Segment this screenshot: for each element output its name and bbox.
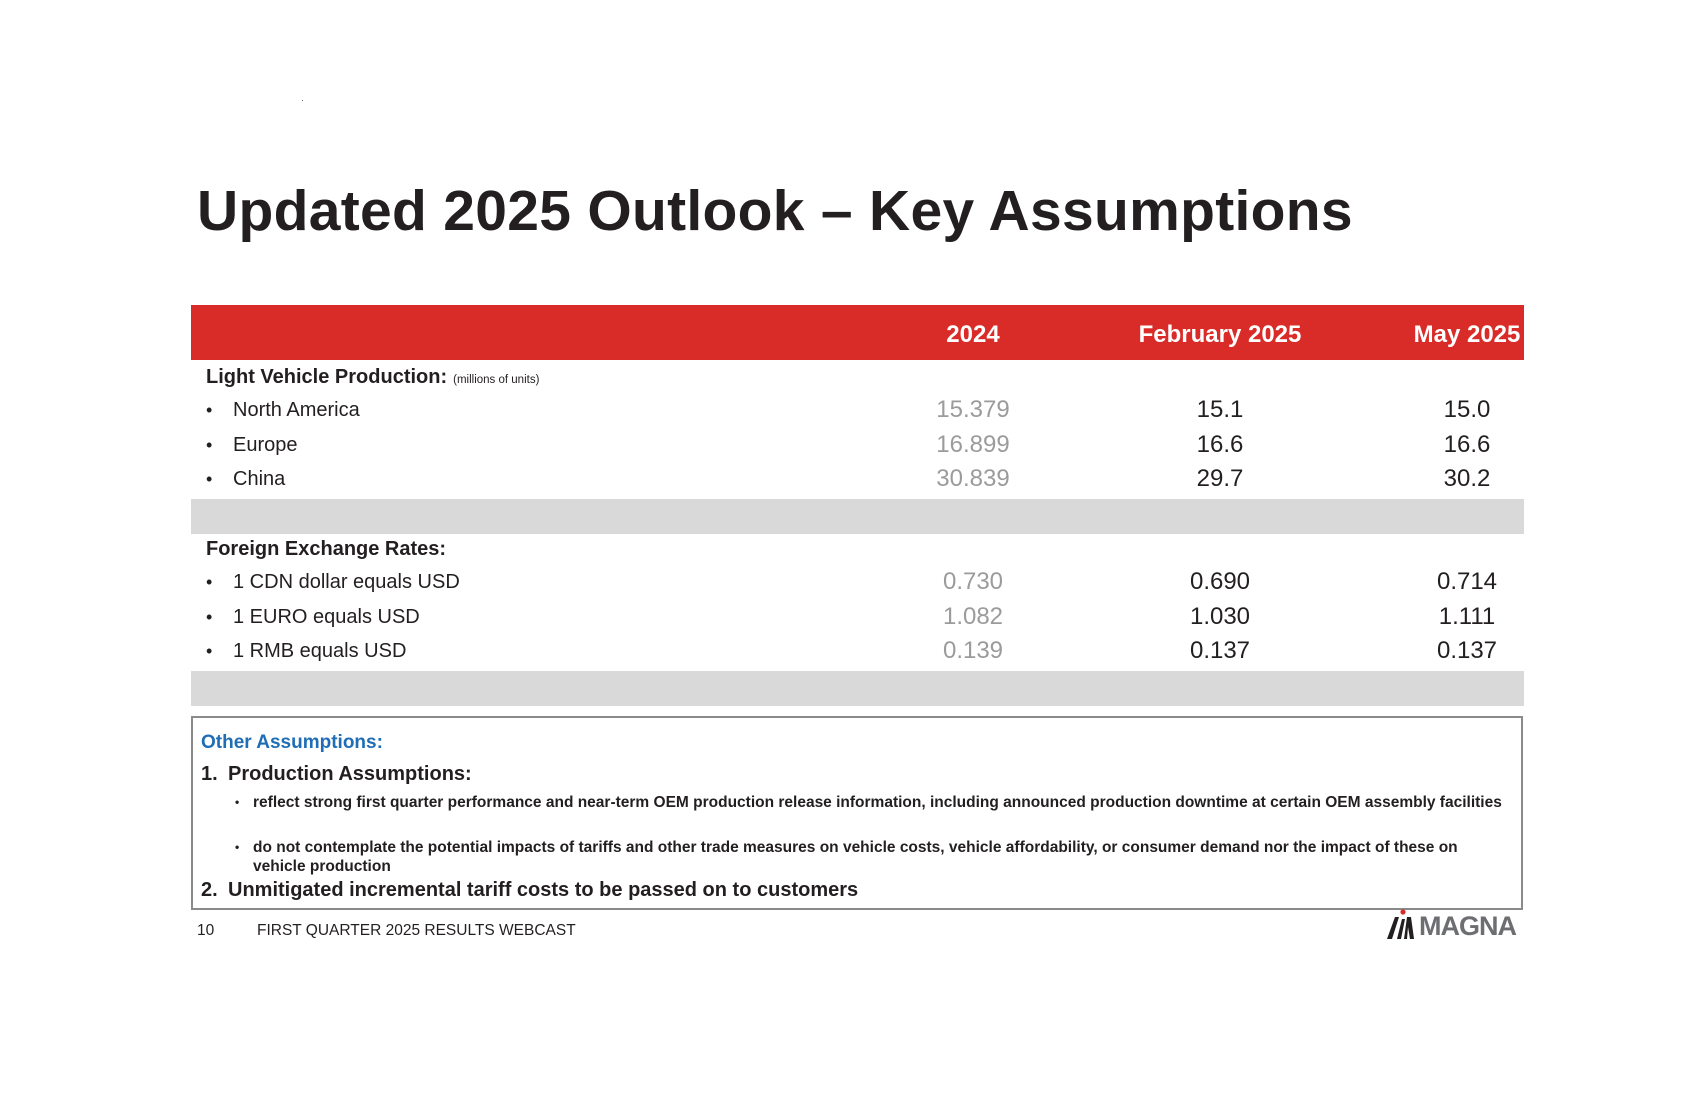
- bullet: •: [235, 795, 240, 809]
- other-assumptions-box: [191, 716, 1523, 910]
- units-note: (millions of units): [453, 374, 540, 386]
- value-feb-2025: 0.137: [1189, 637, 1251, 664]
- table-row: [191, 462, 1524, 496]
- item-number: 1.: [201, 763, 218, 785]
- row-label: 1 EURO equals USD: [233, 606, 420, 628]
- assumptions-table: [191, 305, 1524, 705]
- magna-logo: [1386, 909, 1516, 941]
- decorative-dot: [302, 100, 303, 101]
- page-number: 10: [197, 922, 215, 939]
- value-feb-2025: 16.6: [1196, 431, 1244, 458]
- row-label: Europe: [233, 434, 298, 456]
- table-header: [191, 305, 1524, 360]
- header-2024: 2024: [946, 321, 1000, 348]
- value-may-2025: 30.2: [1443, 465, 1491, 492]
- table-row: [191, 634, 1524, 668]
- assumption-item: [201, 763, 472, 786]
- value-may-2025: 0.137: [1436, 637, 1498, 664]
- value-may-2025: 16.6: [1443, 431, 1491, 458]
- value-may-2025: 0.714: [1436, 568, 1498, 595]
- value-may-2025: 1.111: [1438, 603, 1496, 630]
- bullet: •: [206, 469, 213, 489]
- assumption-sub-item: [235, 793, 1510, 812]
- section-foreign-exchange-rates: [206, 538, 446, 561]
- table-row: [191, 393, 1524, 427]
- value-feb-2025: 0.690: [1189, 568, 1251, 595]
- section-divider: [191, 499, 1524, 534]
- bullet: •: [206, 400, 213, 420]
- item-label: Production Assumptions:: [228, 763, 472, 785]
- row-label: 1 RMB equals USD: [233, 640, 407, 662]
- table-row: [191, 428, 1524, 462]
- bullet: •: [206, 572, 213, 592]
- bullet: •: [206, 607, 213, 627]
- bullet: •: [235, 840, 240, 854]
- sub-item-text: reflect strong first quarter performance and near-term OEM production release information, including announced production downtime at certain OEM assembly facilities: [253, 794, 1502, 811]
- section-label-text: Foreign Exchange Rates:: [206, 538, 447, 560]
- section-divider: [191, 671, 1524, 706]
- value-feb-2025: 29.7: [1196, 465, 1244, 492]
- table-row: [191, 600, 1524, 634]
- item-number: 2.: [201, 879, 218, 901]
- assumption-item: [201, 879, 858, 902]
- header-february-2025: February 2025: [1138, 321, 1302, 348]
- value-feb-2025: 15.1: [1196, 396, 1244, 423]
- section-light-vehicle-production: [206, 366, 539, 389]
- value-feb-2025: 1.030: [1189, 603, 1251, 630]
- logo-wordmark: MAGNA: [1419, 911, 1516, 941]
- section-label-text: Light Vehicle Production:: [206, 366, 448, 388]
- other-assumptions-title: Other Assumptions:: [201, 732, 383, 753]
- table-row: [191, 565, 1524, 599]
- sub-item-text: do not contemplate the potential impacts of tariffs and other trade measures on vehicle costs, vehicle affordability, or consumer demand nor the impact of these on vehicle production: [253, 839, 1458, 875]
- footer-title: FIRST QUARTER 2025 RESULTS WEBCAST: [257, 922, 576, 939]
- bullet: •: [206, 641, 213, 661]
- row-label: China: [233, 468, 286, 490]
- bullet: •: [206, 435, 213, 455]
- value-2024: 0.139: [942, 637, 1004, 664]
- header-may-2025: May 2025: [1413, 321, 1521, 348]
- assumption-sub-item: [235, 838, 1510, 876]
- row-label: North America: [233, 399, 360, 421]
- value-2024: 30.839: [936, 465, 1010, 492]
- value-2024: 0.730: [942, 568, 1004, 595]
- item-label: Unmitigated incremental tariff costs to be passed on to customers: [228, 879, 859, 901]
- row-label: 1 CDN dollar equals USD: [233, 571, 460, 593]
- value-may-2025: 15.0: [1443, 396, 1491, 423]
- slide-title: Updated 2025 Outlook – Key Assumptions: [197, 179, 1353, 243]
- value-2024: 1.082: [942, 603, 1004, 630]
- value-2024: 15.379: [936, 396, 1010, 423]
- value-2024: 16.899: [936, 431, 1010, 458]
- magna-logo-icon: [1386, 909, 1416, 941]
